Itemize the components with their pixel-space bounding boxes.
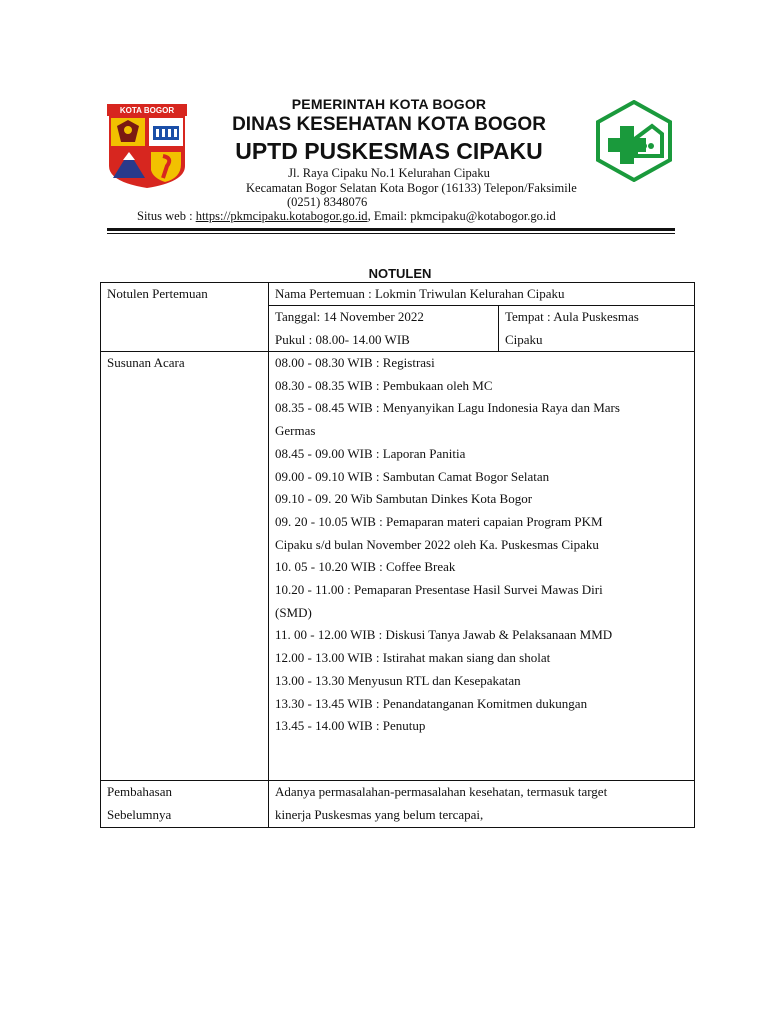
header-department: DINAS KESEHATAN KOTA BOGOR xyxy=(232,114,546,135)
contact-line xyxy=(137,209,556,224)
meeting-time: Pukul : 08.00- 14.00 WIB xyxy=(275,331,410,347)
previous-discussion-label-cell xyxy=(101,781,269,828)
agenda-item: Cipaku s/d bulan November 2022 oleh Ka. Puskesmas Cipaku xyxy=(275,536,599,552)
meeting-name: Nama Pertemuan : Lokmin Triwulan Kelurahan Cipaku xyxy=(275,286,565,301)
table-row xyxy=(101,283,695,306)
meeting-date: Tanggal: 14 November 2022 xyxy=(275,309,424,324)
agenda-item: 08.00 - 08.30 WIB : Registrasi xyxy=(275,355,435,370)
agenda-item: 10. 05 - 10.20 WIB : Coffee Break xyxy=(275,559,456,575)
logo-caption: KOTA BOGOR xyxy=(119,106,175,115)
previous-discussion-label-1: Pembahasan xyxy=(107,784,172,799)
address-line-2: Kecamatan Bogor Selatan Kota Bogor (16133) Telepon/Faksimile xyxy=(246,181,577,195)
agenda-item: 09. 20 - 10.05 WIB : Pemaparan materi capaian Program PKM xyxy=(275,513,603,529)
agenda-cell xyxy=(269,352,695,781)
agenda-item: (SMD) xyxy=(275,604,312,620)
agenda-item: 13.45 - 14.00 WIB : Penutup xyxy=(275,718,426,734)
previous-discussion-text-1: Adanya permasalahan-permasalahan kesehatan, termasuk target xyxy=(275,784,608,799)
meeting-label-cell xyxy=(101,283,269,352)
agenda-item: 12.00 - 13.00 WIB : Istirahat makan siang dan sholat xyxy=(275,650,551,666)
header-government: PEMERINTAH KOTA BOGOR xyxy=(291,96,487,112)
agenda-label-cell xyxy=(101,352,269,781)
venue-line-1: Tempat : Aula Puskesmas xyxy=(505,309,639,324)
previous-discussion-label-2: Sebelumnya xyxy=(107,806,172,822)
address-line-1: Jl. Raya Cipaku No.1 Kelurahan Cipaku xyxy=(288,166,490,180)
agenda-item: 09.00 - 09.10 WIB : Sambutan Camat Bogor Selatan xyxy=(275,468,550,484)
agenda-item: 08.45 - 09.00 WIB : Laporan Panitia xyxy=(275,445,466,461)
table-row xyxy=(101,781,695,828)
agenda-label: Susunan Acara xyxy=(107,355,185,370)
agenda-item: 13.00 - 13.30 Menyusun RTL dan Kesepakatan xyxy=(275,672,521,688)
header-institution: UPTD PUSKESMAS CIPAKU xyxy=(235,138,543,164)
agenda-item: 10.20 - 11.00 : Pemaparan Presentase Hasil Survei Mawas Diri xyxy=(275,582,603,598)
letterhead-rule-thick xyxy=(107,228,675,231)
email-text: , Email: pkmcipaku@kotabogor.go.id xyxy=(367,209,556,223)
agenda-item: 13.30 - 13.45 WIB : Penandatanganan Komitmen dukungan xyxy=(275,695,588,711)
previous-discussion-cell xyxy=(269,781,695,828)
website-link[interactable]: https://pkmcipaku.kotabogor.go.id xyxy=(195,209,368,223)
letterhead-rule-thin xyxy=(107,233,675,234)
agenda-item: 09.10 - 09. 20 Wib Sambutan Dinkes Kota Bogor xyxy=(275,491,533,507)
venue-cell xyxy=(499,306,695,352)
document-title: NOTULEN xyxy=(368,266,432,281)
agenda-item: 08.35 - 08.45 WIB : Menyanyikan Lagu Indonesia Raya dan Mars xyxy=(275,400,620,416)
table-row xyxy=(101,352,695,781)
website-label: Situs web : xyxy=(137,209,196,223)
meeting-label: Notulen Pertemuan xyxy=(107,286,208,301)
agenda-item: Germas xyxy=(275,423,316,439)
date-time-cell xyxy=(269,306,499,352)
previous-discussion-text-2: kinerja Puskesmas yang belum tercapai, xyxy=(275,806,484,822)
minutes-table xyxy=(100,282,695,828)
address-line-3: (0251) 8348076 xyxy=(287,195,368,209)
meeting-name-cell xyxy=(269,283,695,306)
venue-line-2: Cipaku xyxy=(505,331,543,347)
agenda-item: 11. 00 - 12.00 WIB : Diskusi Tanya Jawab & Pelaksanaan MMD xyxy=(275,627,613,643)
agenda-item: 08.30 - 08.35 WIB : Pembukaan oleh MC xyxy=(275,377,493,393)
